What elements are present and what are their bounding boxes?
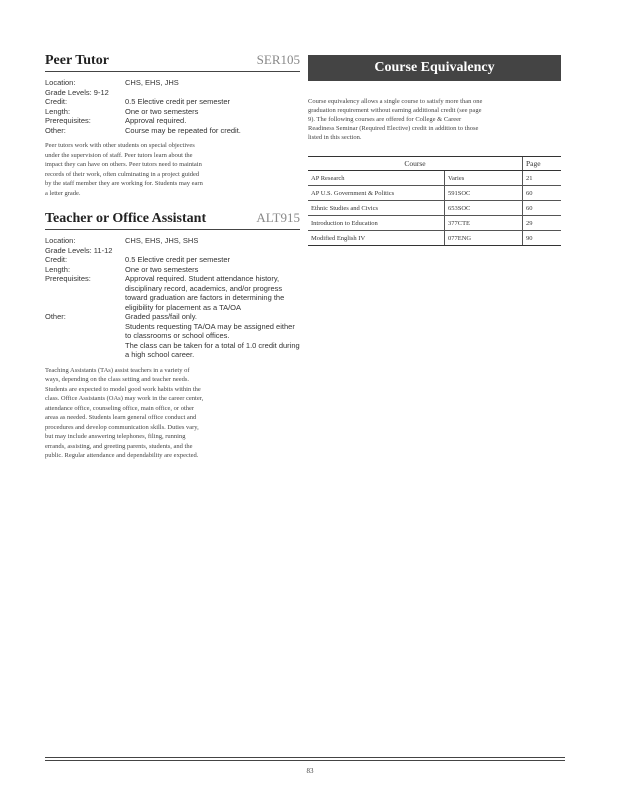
length-label: Length: bbox=[45, 264, 71, 274]
grade-levels-value: 11-12 bbox=[93, 245, 113, 255]
course-description: Peer tutors work with other students on special objectives under the supervision of staff. Peer tutors learn about the impact they can have on others. Peer tutors need to maintain records of their work, often culminating in a project guided by the staff member they are working for. Students may earn a letter grade. bbox=[45, 142, 203, 197]
course-header bbox=[45, 52, 300, 72]
table-row bbox=[308, 201, 561, 216]
equivalency-table bbox=[308, 156, 561, 246]
other-line-1: Graded pass/fail only. bbox=[125, 312, 197, 321]
course-name-cell: AP Research bbox=[308, 171, 445, 186]
course-header bbox=[45, 210, 300, 230]
course-title: Peer Tutor bbox=[45, 53, 109, 68]
other-label: Other: bbox=[45, 312, 66, 321]
teacher-assistant-section bbox=[45, 210, 300, 461]
grade-levels-label: Grade Levels: bbox=[45, 245, 92, 255]
course-title: Teacher or Office Assistant bbox=[45, 211, 207, 226]
prerequisites-label: Prerequisites: bbox=[45, 274, 91, 283]
course-code-cell: 077ENG bbox=[445, 231, 523, 246]
page-number: 83 bbox=[306, 767, 314, 775]
location-label: Location: bbox=[45, 236, 76, 245]
right-column bbox=[308, 55, 561, 246]
length-value: One or two semesters bbox=[125, 106, 199, 116]
course-code: ALT915 bbox=[256, 210, 300, 225]
prerequisites-value: Approval required. bbox=[125, 116, 187, 125]
credit-label: Credit: bbox=[45, 255, 68, 264]
prerequisites-value: Approval required. Student attendance history, disciplinary record, academics, and/or progress toward graduation are factors in determining the eligibility for placement as a TA/OA bbox=[125, 274, 285, 312]
course-code-cell: 377CTE bbox=[445, 216, 523, 231]
grade-levels-label: Grade Levels: bbox=[45, 87, 92, 97]
other-value bbox=[125, 312, 300, 360]
equivalency-header-bar bbox=[308, 55, 561, 81]
peer-tutor-section bbox=[45, 52, 300, 198]
column-header-page: Page bbox=[523, 157, 562, 171]
equivalency-intro: Course equivalency allows a single course to satisfy more than one graduation requirement without earning additional credit (see page 9). The following courses are offered for College & Career Readiness Seminar (Required Elective) credit in addition to those listed in this section. bbox=[308, 98, 483, 141]
table-row bbox=[308, 186, 561, 201]
equivalency-title: Course Equivalency bbox=[374, 60, 495, 75]
left-column bbox=[45, 52, 300, 461]
course-code-cell: Varies bbox=[445, 171, 523, 186]
course-name-cell: Introduction to Education bbox=[308, 216, 445, 231]
table-row bbox=[308, 216, 561, 231]
location-value: CHS, EHS, JHS bbox=[125, 78, 179, 87]
credit-value: 0.5 Elective credit per semester bbox=[125, 255, 231, 264]
length-label: Length: bbox=[45, 106, 71, 116]
table-row bbox=[308, 171, 561, 186]
location-label: Location: bbox=[45, 78, 76, 87]
credit-label: Credit: bbox=[45, 97, 68, 106]
other-value: Course may be repeated for credit. bbox=[125, 125, 241, 135]
course-name-cell: Modified English IV bbox=[308, 231, 445, 246]
grade-levels-value: 9-12 bbox=[93, 87, 109, 97]
page-cell: 21 bbox=[523, 171, 562, 186]
footer-divider bbox=[45, 760, 565, 761]
column-header-course: Course bbox=[308, 157, 523, 171]
page-cell: 29 bbox=[523, 216, 562, 231]
course-code-cell: 591SOC bbox=[445, 186, 523, 201]
course-info bbox=[45, 236, 300, 360]
location-value: CHS, EHS, JHS, SHS bbox=[125, 236, 199, 245]
course-info bbox=[45, 78, 300, 135]
table-row bbox=[308, 231, 561, 246]
other-line-2: Students requesting TA/OA may be assigned either to classrooms or school offices. bbox=[125, 321, 295, 340]
length-value: One or two semesters bbox=[125, 264, 199, 274]
other-line-3: The class can be taken for a total of 1.0 credit during a high school career. bbox=[125, 340, 300, 359]
course-code-cell: 653SOC bbox=[445, 201, 523, 216]
course-name-cell: AP U.S. Government & Politics bbox=[308, 186, 445, 201]
other-label: Other: bbox=[45, 125, 66, 135]
page-cell: 60 bbox=[523, 201, 562, 216]
page-cell: 90 bbox=[523, 231, 562, 246]
table-header-row bbox=[308, 157, 561, 171]
prerequisites-label: Prerequisites: bbox=[45, 116, 91, 125]
credit-value: 0.5 Elective credit per semester bbox=[125, 97, 231, 106]
footer-divider bbox=[45, 757, 565, 758]
course-name-cell: Ethnic Studies and Civics bbox=[308, 201, 445, 216]
course-description: Teaching Assistants (TAs) assist teachers in a variety of ways, depending on the class setting and teacher needs. Students are expected to model good work habits within the class. Office Assistants (OAs) may work in the career center, attendance office, counseling office, main office, or other areas as needed. Students learn general office conduct and procedures and develop communication skills. Duties vary, but may include answering telephones, filing, running errands, assisting, and greeting parents, students, and the public. Regular attendance and dependability are expected. bbox=[45, 366, 204, 459]
course-code: SER105 bbox=[256, 52, 300, 67]
page-cell: 60 bbox=[523, 186, 562, 201]
